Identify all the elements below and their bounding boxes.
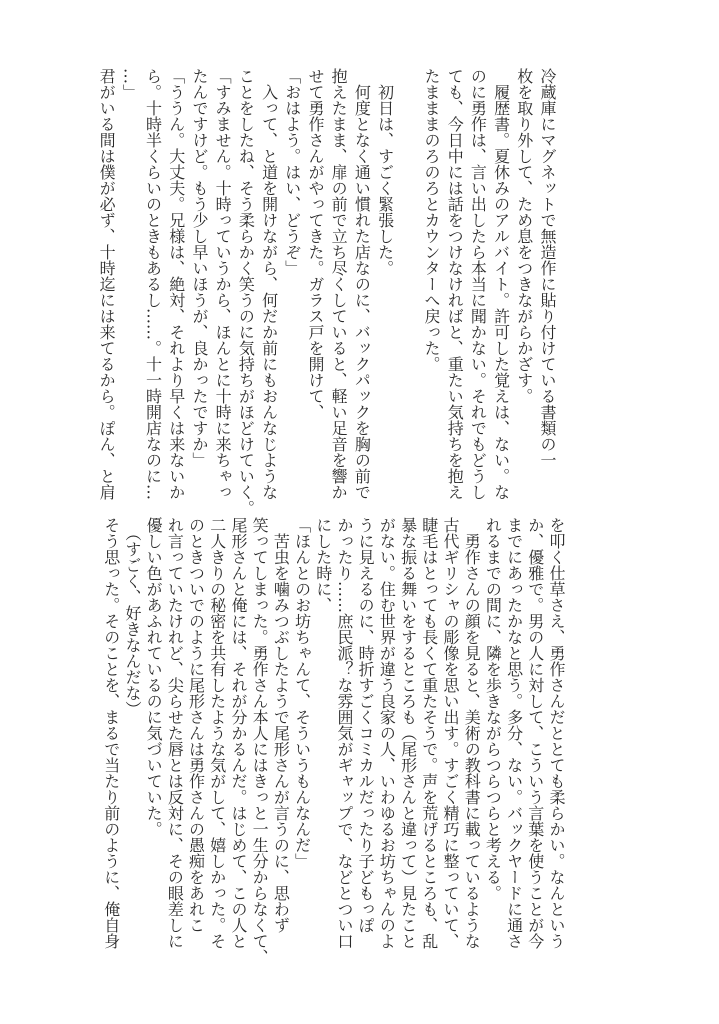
text-line: れ言っていたけれど、尖らせた唇とは反対に、その眼差しに (165, 517, 185, 949)
text-line: 苦虫を噛みつぶしたようで尾形さんが言うのに、思わず (271, 517, 291, 933)
text-line: うに見えるのに、時折すごくコミカルだったり子どもっぽ (356, 517, 376, 933)
text-line: 尾形さんと俺には、それが分かるんだ。はじめて、この人と (228, 517, 248, 949)
text-line: たまままのろのろとカウンターへ戻った。 (421, 68, 441, 372)
text-line: かったり……庶民派？な雰囲気がギャップで、などとつい口 (334, 517, 354, 949)
text-line: 「ほんとのお坊ちゃんて、そういうもんなんだ」 (292, 517, 312, 869)
text-block-top (95, 68, 559, 516)
text-line: ことをしたね、そう柔らかく笑うのに気持ちがほどけていく。 (236, 68, 256, 516)
text-line: を叩く仕草さえ、勇作さんだととても柔らかい。なんという (547, 517, 566, 949)
text-line: せて勇作さんがやってきた。ガラス戸を開けて、 (305, 68, 325, 420)
text-line: 君がいる間は僕が必ず、十時迄には来てるから。ぽん、と肩 (97, 68, 117, 500)
text-line: （すごく、好きなんだな） (122, 517, 142, 717)
text-block-bottom (101, 517, 567, 965)
text-line: 初日は、すごく緊張した。 (375, 68, 395, 276)
text-line: 二人きりの秘密を共有したような気がして、嬉しかった。そ (207, 517, 227, 949)
text-line: 睫毛はとっても長くて重たそうで。声を荒げるところも、乱 (419, 517, 439, 949)
text-line: 「おはよう。はい、どうぞ」 (282, 68, 302, 276)
text-line: 笑ってしまった。勇作さん本人にはきっと一生分からなくて、 (250, 517, 270, 965)
text-line: ても、今日中には話をつけなければと、重たい気持ちを抱え (445, 68, 465, 500)
text-line: 履歴書。夏休みのアルバイト。許可した覚えは、ない。な (491, 68, 511, 500)
text-line: 暴な振る舞いをするところも（尾形さんと違って）見たこと (398, 517, 418, 949)
text-line: ら。十時半くらいのときもあるし……。十一時開店なのに… (143, 68, 163, 500)
text-line: か、優雅で。男の人に対して、こういう言葉を使うことが今 (525, 517, 545, 949)
text-line: のに勇作は、言い出したら本当に聞かない。それでもどうし (468, 68, 488, 500)
text-line: 抱えたまま、扉の前で立ち尽くしていると、軽い足音を響か (329, 68, 349, 500)
text-line: 古代ギリシャの彫像を思い出す。すごく精巧に整っていて、 (440, 517, 460, 949)
text-line: 「ううん。大丈夫。兄様は、絶対、それより早くは来ないか (166, 68, 186, 500)
text-line: までにあったかなと思う。多分、ない。バックヤードに通さ (504, 517, 524, 949)
text-line: 枚を取り外して、ため息をつきながらかざす。 (514, 68, 534, 404)
text-line: がない。住む世界が違う良家の人、いわゆるお坊ちゃんのよ (377, 517, 397, 949)
text-line: …」 (120, 68, 140, 100)
text-line: そう思った。そのことを、まるで当たり前のように、俺自身 (101, 517, 121, 949)
text-line: のときついでのように尾形さんは勇作さんの愚痴をあれこ (186, 517, 206, 933)
text-line (397, 68, 420, 488)
text-line: にした時に、 (313, 517, 333, 613)
text-line: 優しい色があふれているのに気づいていた。 (144, 517, 164, 837)
text-line: れるまでの間に、隣を歩きながらつらつらと考える。 (483, 517, 503, 901)
text-line: 冷蔵庫にマグネットで無造作に貼り付けている書類の一 (538, 68, 557, 468)
text-line: 「すみません。十時っていうから、ほんとに十時に来ちゃっ (213, 68, 233, 500)
text-line: 入って、と道を開けながら、何だか前にもおんなじような (259, 68, 279, 500)
text-line: 何度となく通い慣れた店なのに、バックパックを胸の前で (352, 68, 372, 500)
text-line: 勇作さんの顔を見ると、美術の教科書に載っているような (462, 517, 482, 949)
text-line: たんですけど。もう少し早いほうが、良かったですか」 (189, 68, 209, 468)
